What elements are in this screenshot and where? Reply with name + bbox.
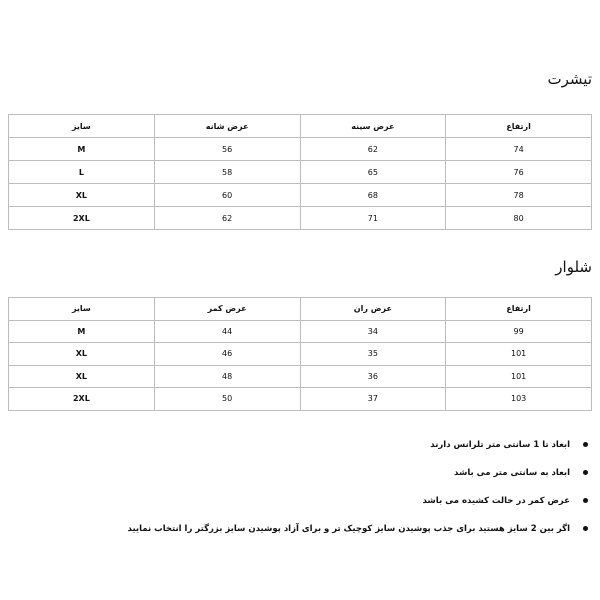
cell-chest-width: 62 [300,138,446,161]
list-item [32,522,592,550]
table-row [9,138,592,161]
cell-waist-width: 46 [154,343,300,366]
cell-shoulder-width: 60 [154,184,300,207]
header-size: سایز [9,298,155,321]
cell-height: 74 [446,138,592,161]
header-chest-width: عرض سینه [300,115,446,138]
cell-size: M [9,320,155,343]
cell-chest-width: 71 [300,207,446,230]
table-row [9,207,592,230]
cell-height: 99 [446,320,592,343]
table-row [9,184,592,207]
header-size: سایز [9,115,155,138]
cell-size: 2XL [9,388,155,411]
cell-thigh-width: 37 [300,388,446,411]
cell-waist-width: 48 [154,365,300,388]
cell-height: 101 [446,343,592,366]
cell-shoulder-width: 58 [154,161,300,184]
header-height: ارتفاع [446,115,592,138]
cell-waist-width: 44 [154,320,300,343]
list-item [32,466,592,494]
note-text: ابعاد تا 1 سانتی متر تلرانس دارند [430,440,570,450]
cell-shoulder-width: 62 [154,207,300,230]
table-row [9,320,592,343]
tshirt-size-table [8,114,592,230]
list-item [32,494,592,522]
cell-size: 2XL [9,207,155,230]
cell-size: L [9,161,155,184]
cell-size: M [9,138,155,161]
table-header-row [9,115,592,138]
cell-height: 101 [446,365,592,388]
list-item [32,438,592,466]
cell-height: 78 [446,184,592,207]
bullet-icon [583,498,588,503]
tshirt-title: تیشرت [547,70,592,88]
header-thigh-width: عرض ران [300,298,446,321]
table-row [9,388,592,411]
bullet-icon [583,442,588,447]
note-text: عرض کمر در حالت کشیده می باشد [422,496,570,506]
table-row [9,161,592,184]
cell-size: XL [9,184,155,207]
bullet-icon [583,470,588,475]
cell-size: XL [9,343,155,366]
note-text: اگر بین 2 سایز هستید برای جذب پوشیدن سایز کوچیک تر و برای آزاد پوشیدن سایز بزرگتر را انتخاب نمایید [127,524,570,534]
table-header-row [9,298,592,321]
cell-height: 76 [446,161,592,184]
cell-shoulder-width: 56 [154,138,300,161]
bullet-icon [583,526,588,531]
table-row [9,365,592,388]
pants-size-table [8,297,592,411]
cell-chest-width: 68 [300,184,446,207]
cell-height: 80 [446,207,592,230]
cell-thigh-width: 34 [300,320,446,343]
header-shoulder-width: عرض شانه [154,115,300,138]
table-row [9,343,592,366]
cell-thigh-width: 36 [300,365,446,388]
note-text: ابعاد به سانتی متر می باشد [454,468,570,478]
cell-size: XL [9,365,155,388]
cell-height: 103 [446,388,592,411]
cell-waist-width: 50 [154,388,300,411]
cell-chest-width: 65 [300,161,446,184]
notes-list [32,438,592,550]
header-waist-width: عرض کمر [154,298,300,321]
header-height: ارتفاع [446,298,592,321]
pants-title: شلوار [555,258,592,276]
cell-thigh-width: 35 [300,343,446,366]
